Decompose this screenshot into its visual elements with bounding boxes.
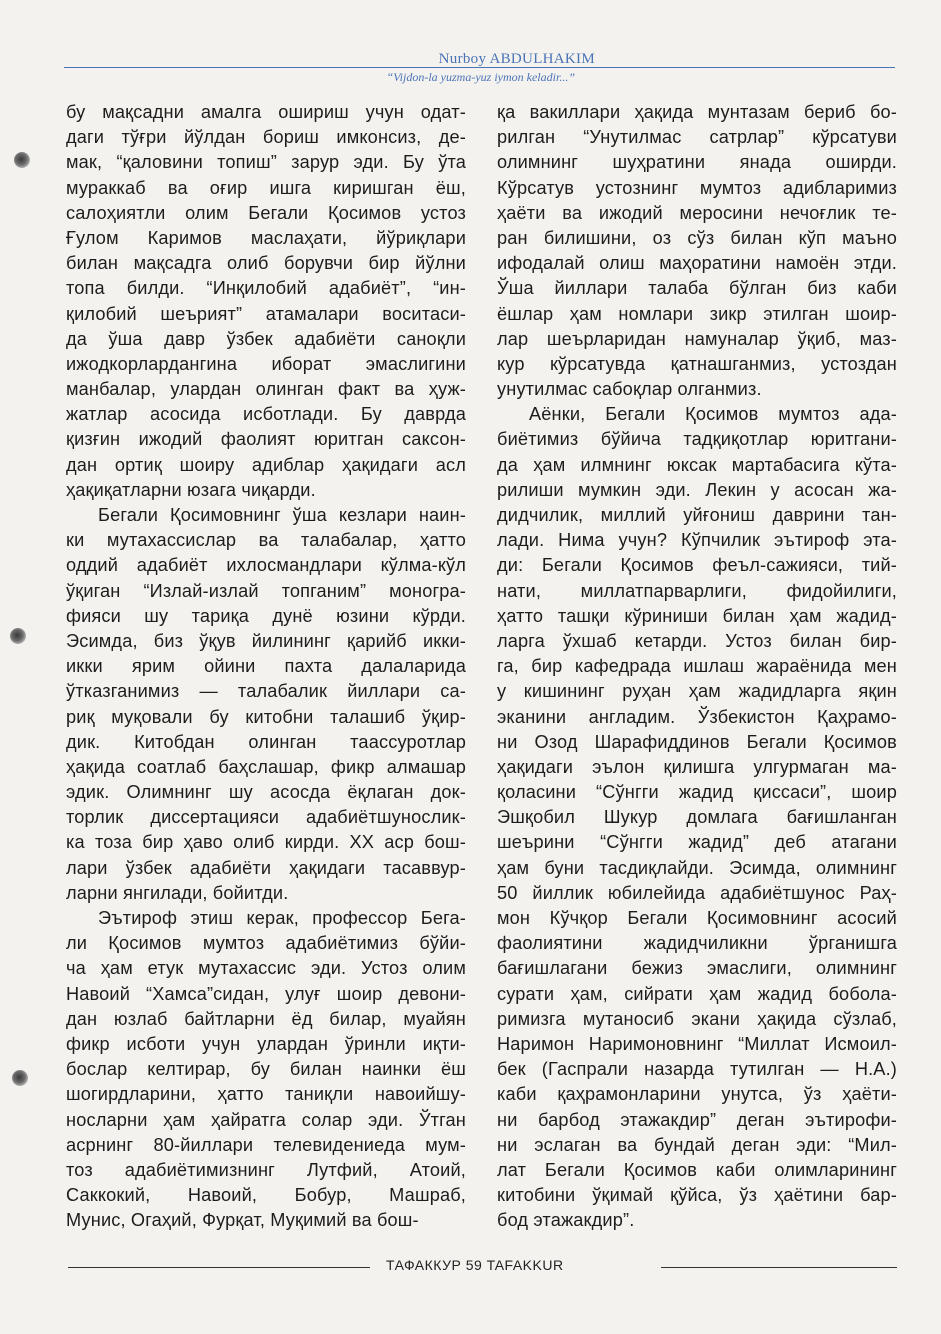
text-line: салоҳиятли олим Бегали Қосимов устоз xyxy=(66,202,466,223)
text-line: лат Бегали Қосимов каби олимларининг xyxy=(497,1159,897,1180)
text-line: да ҳам илмнинг юксак мартабасига кўта- xyxy=(497,454,897,475)
text-line: биётимиз бўйича тадқиқотлар юритгани- xyxy=(497,429,897,450)
text-line: тоз адабиётимизнинг Лутфий, Атоий, xyxy=(66,1159,466,1180)
paragraph xyxy=(66,906,466,1233)
running-head xyxy=(64,47,895,97)
binder-hole-bottom xyxy=(12,1070,28,1086)
text-line: ни барбод этажакдир” деган эътирофи- xyxy=(497,1109,897,1130)
article-epigraph: “Vijdon-la yuzma-yuz iymon keladir...” xyxy=(386,70,575,84)
text-line: асрнинг 80-йиллари телевидениеда мум- xyxy=(66,1134,466,1155)
text-line: оддий адабиёт ихлосмандлари кўлма-кўл xyxy=(66,555,466,576)
text-line: ҳаёти ва ижодий меросини нечоғлик те- xyxy=(497,202,897,223)
text-line: кур кўрсатувда қатнашганмиз, устоздан xyxy=(497,353,897,374)
text-line: ка тоза бир ҳаво олиб кирди. XX аср бош- xyxy=(66,832,466,853)
text-line: дик. Китобдан олинган таассуротлар xyxy=(66,731,466,752)
text-line: бу мақсадни амалга ошириш учун одат- xyxy=(66,102,466,122)
text-line: ўқиган “Излай-излай топганим” моногра- xyxy=(66,580,466,601)
text-line: олимнинг шуҳратини янада оширди. xyxy=(497,152,897,173)
text-line: риқ муқовали бу китобни талашиб ўқир- xyxy=(66,706,466,727)
text-line: бослар келтирар, бу билан наинки ёш xyxy=(66,1059,466,1080)
text-line: ларга ўхшаб кетарди. Устоз билан бир- xyxy=(497,630,897,651)
text-line: каби қаҳрамонларини унутса, ўз ҳаёти- xyxy=(497,1084,897,1105)
text-line: қизғин ижодий фаолият юритган саксон- xyxy=(66,429,466,450)
text-line: рилган “Унутилмас сатрлар” кўрсатуви xyxy=(497,127,897,148)
text-line: лар шеърларидан намуналар ўқиб, маз- xyxy=(497,328,897,349)
text-line: ижодкорлардангина иборат эмаслигини xyxy=(66,353,466,374)
text-line: шогирдларини, ҳатто таниқли навоийшу- xyxy=(66,1084,466,1105)
binder-hole-middle xyxy=(10,628,26,644)
text-line: Бегали Қосимовнинг ўша кезлари наин- xyxy=(98,505,466,525)
page-number-label: ТАФАККУР 59 TAFAKKUR xyxy=(386,1257,564,1273)
text-line: Ўша йиллари талаба бўлган биз каби xyxy=(497,278,897,299)
text-line: дан ортиқ шоиру адиблар ҳақидаги асл xyxy=(66,454,466,475)
text-line: эканини англадим. Ўзбекистон Қаҳрамо- xyxy=(497,706,897,727)
footer-rule-left xyxy=(68,1267,370,1268)
text-line: бағишлагани бежиз эмаслиги, олимнинг xyxy=(497,958,897,979)
text-line: 50 йиллик юбилейида адабиётшунос Раҳ- xyxy=(497,882,897,903)
paragraph xyxy=(497,402,897,1233)
text-line: ҳақида соатлаб баҳслашар, фикр алмашар xyxy=(66,756,466,777)
text-line: қоласини “Сўнгги жадид қиссаси”, шоир xyxy=(497,782,897,803)
page-footer xyxy=(68,1257,897,1277)
text-line: мон Кўчқор Бегали Қосимовнинг асосий xyxy=(497,908,897,928)
text-line: фаолиятини жадидчиликни ўрганишга xyxy=(497,933,897,954)
text-line: Эътироф этиш керак, профессор Бега- xyxy=(98,908,466,928)
paragraph xyxy=(66,100,466,503)
text-line: ўтказганимиз — талабалик йиллари са- xyxy=(66,681,466,702)
text-line: эдик. Олимнинг шу асосда ёқлаган док- xyxy=(66,782,466,803)
header-rule xyxy=(64,67,895,68)
text-line: шеърини “Сўнгги жадид” деб атагани xyxy=(497,832,897,853)
text-line: фияси шу тариқа дунё юзини кўрди. xyxy=(66,605,466,626)
text-line: ки мутахассислар ва талабалар, ҳатто xyxy=(66,530,466,551)
text-line: нати, миллатпарварлиги, фидойилиги, xyxy=(497,580,897,601)
text-line: да ўша давр ўзбек адабиёти саноқли xyxy=(66,328,466,349)
text-line: римизга мутаносиб экани ҳақида сўзлаб, xyxy=(497,1008,897,1029)
text-line: у кишининг руҳан ҳам жадидларга яқин xyxy=(497,681,897,702)
text-line: лади. Нима учун? Кўпчилик эътироф эта- xyxy=(497,530,897,551)
text-line: манбалар, улардан олинган факт ва ҳуж- xyxy=(66,379,466,400)
text-line: икки ярим ойини пахта далаларида xyxy=(66,656,466,677)
left-text-column xyxy=(66,100,466,1233)
text-line: ҳақидаги эълон қилишга улгурмаган ма- xyxy=(497,756,897,777)
text-line: мураккаб ва оғир ишга киришган ёш, xyxy=(66,177,466,198)
text-line: га, бир кафедрада ишлаш жараёнида мен xyxy=(497,656,897,677)
text-line: Аёнки, Бегали Қосимов мумтоз ада- xyxy=(529,404,897,425)
text-line: ҳам буни тасдиқлайди. Эсимда, олимнинг xyxy=(497,857,897,878)
text-line: ҳатто ташқи кўриниши билан ҳам жадид- xyxy=(497,605,897,626)
text-line: носларни ҳам ҳайратга солар эди. Ўтган xyxy=(66,1109,466,1130)
text-line: Ғулом Каримов маслаҳати, йўриқлари xyxy=(66,227,466,248)
text-line: Кўрсатув устознинг мумтоз адибларимиз xyxy=(497,177,897,198)
text-line: рилиши мумкин эди. Лекин у асосан жа- xyxy=(497,479,897,500)
text-line: бод этажакдир”. xyxy=(497,1210,635,1231)
text-line: ран билишини, оз сўз билан кўп маъно xyxy=(497,227,897,248)
binder-hole-top xyxy=(14,152,30,168)
text-line: Эсимда, биз ўқув йилининг қарийб икки- xyxy=(66,630,466,651)
text-line: ни Озод Шарафиддинов Бегали Қосимов xyxy=(497,731,897,752)
text-line: торлик диссертацияси адабиётшунослик- xyxy=(66,807,466,828)
text-line: Наримон Наримоновнинг “Миллат Исмоил- xyxy=(497,1033,897,1054)
text-line: қа вакиллари ҳақида мунтазам бериб бо- xyxy=(497,102,897,122)
text-line: жатлар асосида исботлади. Бу даврда xyxy=(66,404,466,425)
paragraph xyxy=(66,503,466,906)
text-line: ли Қосимов мумтоз адабиётимиз бўйи- xyxy=(66,933,466,954)
footer-rule-right xyxy=(661,1267,897,1268)
text-line: ифодалай олиш маҳоратини намоён этди. xyxy=(497,253,897,274)
text-line: бек (Гаспрали назарда тутилган — Н.А.) xyxy=(497,1059,897,1080)
text-line: ёшлар ҳам номлари зикр этилган шоир- xyxy=(497,303,897,324)
text-line: унутилмас сабоқлар олганмиз. xyxy=(497,379,762,400)
text-line: топа билди. “Инқилобий адабиёт”, “ин- xyxy=(66,278,466,299)
text-line: ларни янгилади, бойитди. xyxy=(66,882,289,903)
text-line: дан юзлаб байтларни ёд билар, муайян xyxy=(66,1008,466,1029)
author-name: Nurboy ABDULHAKIM xyxy=(438,51,595,67)
text-line: китобини ўқимай қўйса, ўз ҳаётини бар- xyxy=(497,1185,897,1206)
text-line: дидчилик, миллий уйғониш даврини тан- xyxy=(497,505,897,525)
text-line: ди: Бегали Қосимов феъл-сажияси, тий- xyxy=(497,555,897,576)
text-line: Саккокий, Навоий, Бобур, Машраб, xyxy=(66,1185,466,1206)
text-line: сурати ҳам, сийрати ҳам жадид боболa- xyxy=(497,983,897,1004)
text-line: лари ўзбек адабиёти ҳақидаги тасаввур- xyxy=(66,857,466,878)
text-line: ча ҳам етук мутахассис эди. Устоз олим xyxy=(66,958,466,979)
text-line: қилобий шеърият” атамалари воситаси- xyxy=(66,303,466,324)
right-text-column xyxy=(497,100,897,1233)
text-line: Навоий “Хамса”сидан, улуғ шоир девони- xyxy=(66,983,466,1004)
text-line: Мунис, Огаҳий, Фурқат, Муқимий ва бош- xyxy=(66,1210,419,1231)
text-line: ни эслаган ва бундай деган эди: “Мил- xyxy=(497,1134,897,1155)
text-line: Эшқобил Шукур домлага бағишланган xyxy=(497,807,897,828)
text-line: фикр исботи учун улардан ўринли иқти- xyxy=(66,1033,466,1054)
text-line: ҳақиқатларни юзага чиқарди. xyxy=(66,479,316,500)
text-line: даги тўғри йўлдан бориш имконсиз, де- xyxy=(66,127,466,148)
paragraph xyxy=(497,100,897,402)
text-line: билан мақсадга олиб борувчи бир йўлни xyxy=(66,253,466,274)
text-line: мак, “қаловини топиш” зарур эди. Бу ўта xyxy=(66,152,466,173)
